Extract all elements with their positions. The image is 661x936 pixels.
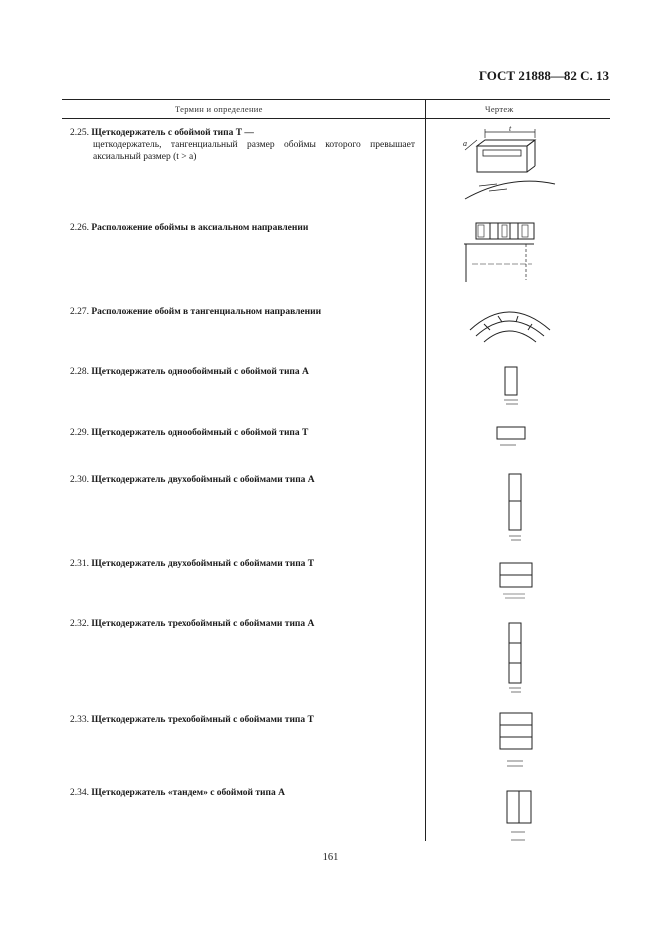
table-header-rule	[62, 118, 610, 119]
entry-2-28	[70, 366, 415, 378]
entry-number: 2.29.	[70, 428, 89, 438]
drawing-single-type-a	[500, 366, 526, 408]
entry-number: 2.34.	[70, 788, 89, 798]
entry-2-32	[70, 618, 415, 630]
entry-2-31	[70, 558, 415, 570]
drawing-double-type-a	[504, 473, 528, 543]
entry-number: 2.27.	[70, 307, 89, 317]
entry-number: 2.31.	[70, 559, 89, 569]
entry-2-25	[70, 127, 415, 163]
entry-definition: щеткодержатель, тангенциальный размер обоймы которого превышает аксиальный размер (t > a)	[93, 140, 415, 162]
entry-term: Щеткодержатель двухобоймный с обоймами типа А	[91, 475, 315, 485]
entry-number: 2.32.	[70, 619, 89, 629]
drawing-triple-type-a	[504, 622, 528, 696]
page-number: 161	[322, 852, 339, 863]
entry-term: Щеткодержатель двухобоймный с обоймами типа Т	[91, 559, 315, 569]
drawing-tangential-arrangement	[462, 298, 557, 348]
entry-number: 2.25.	[70, 128, 89, 138]
entry-term: Щеткодержатель с обоймой типа Т —	[91, 128, 254, 138]
page-header: ГОСТ 21888—82 С. 13	[478, 68, 609, 83]
column-header-terms: Термин и определение	[175, 104, 263, 114]
column-divider	[425, 100, 426, 841]
entry-2-30	[70, 474, 415, 486]
entry-2-34	[70, 787, 415, 799]
entry-2-33	[70, 714, 415, 726]
entry-number: 2.26.	[70, 223, 89, 233]
drawing-single-type-t	[494, 425, 530, 453]
entry-2-27	[70, 306, 415, 318]
entry-term: Расположение обоймы в аксиальном направлении	[91, 223, 309, 233]
entry-term: Расположение обойм в тангенциальном направлении	[91, 307, 322, 317]
drawing-double-type-t	[497, 562, 537, 604]
entry-term: Щеткодержатель трехобоймный с обоймами типа Т	[91, 715, 314, 725]
entry-term: Щеткодержатель однообоймный с обоймой типа Т	[91, 428, 309, 438]
entry-2-29	[70, 427, 415, 439]
drawing-holder-type-t	[455, 124, 565, 204]
label-a: a	[463, 139, 467, 148]
drawing-triple-type-t	[497, 711, 537, 769]
entry-number: 2.33.	[70, 715, 89, 725]
label-t: t	[509, 124, 512, 133]
entry-term: Щеткодержатель однообоймный с обоймой типа А	[91, 367, 309, 377]
drawing-axial-arrangement	[462, 220, 542, 290]
entry-number: 2.30.	[70, 475, 89, 485]
entry-term: Щеткодержатель трехобоймный с обоймами типа А	[91, 619, 315, 629]
entry-number: 2.28.	[70, 367, 89, 377]
entry-2-26	[70, 222, 415, 234]
column-header-drawing: Чертеж	[485, 104, 514, 114]
table-top-rule	[62, 99, 610, 100]
drawing-tandem-type-a	[503, 790, 535, 848]
entry-term: Щеткодержатель «тандем» с обоймой типа А	[91, 788, 285, 798]
